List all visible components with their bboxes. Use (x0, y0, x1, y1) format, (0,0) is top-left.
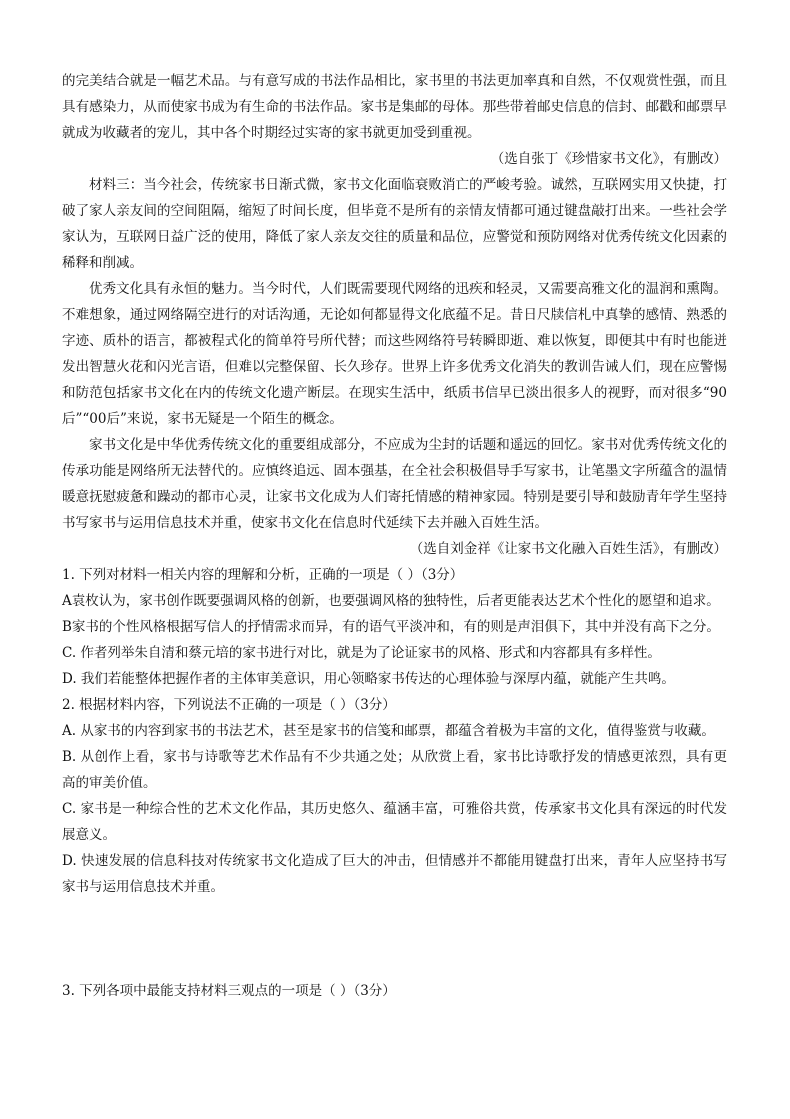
question-2-option-a: A. 从家书的内容到家书的书法艺术，甚至是家书的信笺和邮票，都蕴含着极为丰富的文化，值得鉴赏与收藏。 (62, 723, 715, 739)
material3-paragraph-3: 家书文化是中华优秀传统文化的重要组成部分，不应成为尘封的话题和遥远的回忆。家书对优秀传统文化的传承功能是网络所无法替代的。应慎终追远、固本强基，在全社会积极倡导手写家书，让笔墨文字所蕴含的温情暖意抚慰疲惫和躁动的都市心灵，让家书文化成为人们寄托情感的精神家园。特别是要引导和鼓励青年学生坚持书写家书与运用信息技术并重，使家书文化在信息时代延续下去并融入百姓生活。 (62, 437, 727, 531)
question-1-option-a: A袁枚认为，家书创作既要强调风格的创新，也要强调风格的独特性，后者更能表达艺术个性化的愿望和追求。 (62, 593, 720, 609)
question-2-stem: 2. 根据材料内容，下列说法不正确的一项是（ ）（3分） (62, 697, 396, 713)
question-1-option-b: B家书的个性风格根据写信人的抒情需求而异，有的语气平淡冲和，有的则是声泪俱下，其中并没有高下之分。 (62, 619, 720, 635)
question-1-option-c: C. 作者列举朱自清和蔡元培的家书进行对比，就是为了论证家书的风格、形式和内容都具有多样性。 (62, 645, 661, 661)
material3-paragraph-1: 材料三：当今社会，传统家书日渐式微，家书文化面临衰败消亡的严峻考验。诚然，互联网实用又快捷，打破了家人亲友间的空间阻隔，缩短了时间长度，但毕竟不是所有的亲情友情都可通过键盘敲打出来。一些社会学家认为，互联网日益广泛的使用，降低了家人亲友交往的质量和品位，应警觉和预防网络对优秀传统文化因素的稀释和削减。 (62, 177, 727, 271)
document-body (62, 68, 727, 1004)
question-1-option-d: D. 我们若能整体把握作者的主体审美意识，用心领略家书传达的心理体验与深厚内蕴，就能产生共鸣。 (62, 671, 675, 687)
question-2-option-c: C. 家书是一种综合性的艺术文化作品，其历史悠久、蕴涵丰富，可雅俗共赏，传承家书文化具有深远的时代发展意义。 (62, 801, 727, 843)
material2-paragraph-tail: 的完美结合就是一幅艺术品。与有意写成的书法作品相比，家书里的书法更加率真和自然，不仅观赏性强，而且具有感染力，从而使家书成为有生命的书法作品。家书是集邮的母体。那些带着邮史信息的信封、邮戳和邮票早就成为收藏者的宠儿，其中各个时期经过实寄的家书就更加受到重视。 (62, 73, 727, 141)
question-3-stem: 3. 下列各项中最能支持材料三观点的一项是（ ）（3分） (62, 983, 396, 999)
answer-space (62, 900, 727, 978)
material2-source: （选自张丁《珍惜家书文化》，有删改） (490, 151, 727, 167)
material3-paragraph-2: 优秀文化具有永恒的魅力。当今时代，人们既需要现代网络的迅疾和轻灵，又需要高雅文化的温润和熏陶。不难想象，通过网络隔空进行的对话沟通，无论如何都显得文化底蕴不足。昔日尺牍信札中真挚的感情、熟悉的字迹、质朴的语言，都被程式化的简单符号所代替；而这些网络符号转瞬即逝、难以恢复，即便其中有时也能迸发出智慧火花和闪光言语，但难以完整保留、长久珍存。世界上许多优秀文化消失的教训告诫人们，现在应警惕和防范包括家书文化在内的传统文化遗产断层。在现实生活中，纸质书信早已淡出很多人的视野，而对很多“90后”“00后”来说，家书无疑是一个陌生的概念。 (62, 281, 727, 427)
material3-source: （选自刘金祥《让家书文化融入百姓生活》，有删改） (409, 541, 727, 557)
question-2-option-d: D. 快速发展的信息科技对传统家书文化造成了巨大的冲击，但情感并不都能用键盘打出来，青年人应坚持书写家书与运用信息技术并重。 (62, 853, 727, 895)
question-2-option-b: B. 从创作上看，家书与诗歌等艺术作品有不少共通之处；从欣赏上看，家书比诗歌抒发的情感更浓烈，具有更高的审美价值。 (62, 749, 727, 791)
question-1-stem: 1. 下列对材料一相关内容的理解和分析，正确的一项是（ ）（3分） (62, 567, 464, 583)
